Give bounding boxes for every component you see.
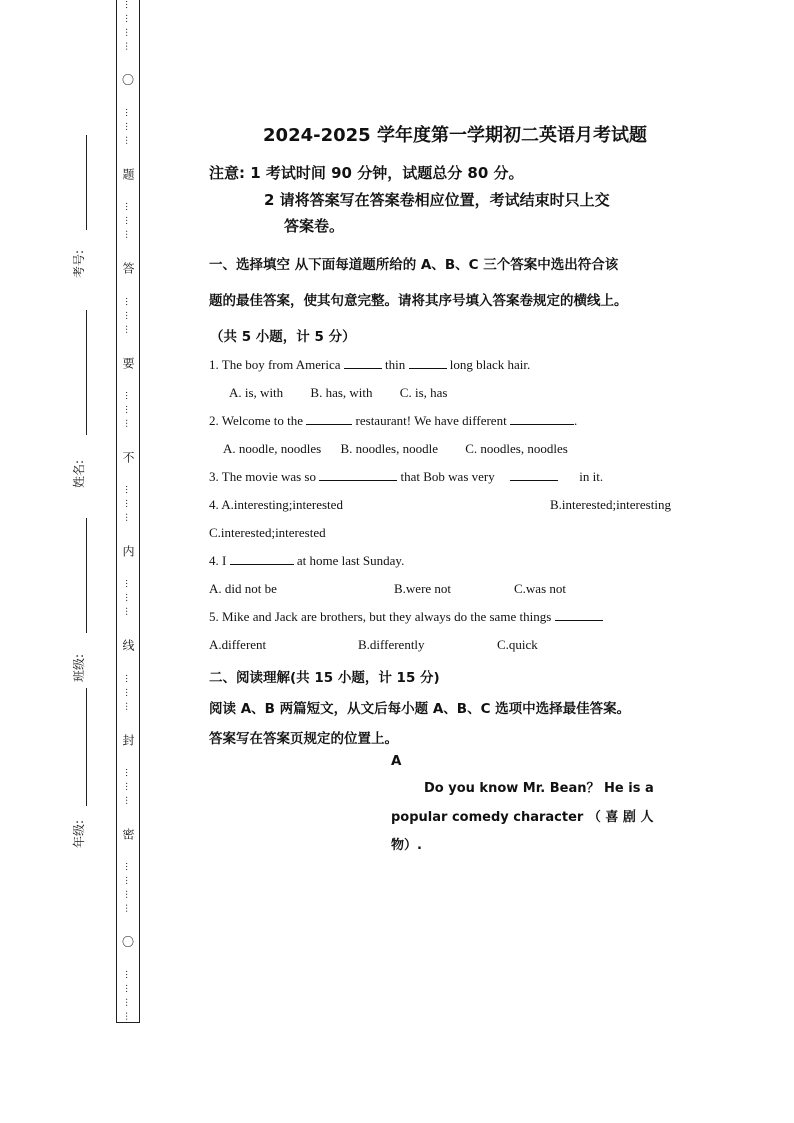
q3-blank-1[interactable] xyxy=(319,469,397,481)
xingming-label: 姓名: xyxy=(72,459,86,488)
q1-blank-1[interactable] xyxy=(344,357,382,369)
passage-a-text-1: Do you know Mr. Bean？ He is a xyxy=(424,781,654,796)
question-2 xyxy=(209,413,577,429)
section1-score: （共 5 小题，计 5 分） xyxy=(210,329,356,345)
q2-option-c[interactable]: C. noodles, noodles xyxy=(465,441,568,456)
q3-option-a[interactable]: 4. A.interesting;interested xyxy=(209,497,343,512)
q3-option-b[interactable]: B.interested;interesting xyxy=(550,497,671,512)
q2-blank-1[interactable] xyxy=(306,413,352,425)
q1-option-c[interactable]: C. is, has xyxy=(399,385,448,400)
question-3 xyxy=(209,469,603,485)
section1-line-3 xyxy=(210,325,356,345)
binding-char-feng: 封 xyxy=(121,733,135,746)
q4-option-b[interactable]: B.were not xyxy=(394,581,452,596)
q3-option-c[interactable]: C.interested;interested xyxy=(209,525,326,540)
kaohao-line-2 xyxy=(86,310,87,435)
q5-text: 5. Mike and Jack are brothers, but they always do the same things xyxy=(209,609,552,624)
circle-mark-bottom: 〇 xyxy=(121,935,134,950)
q3-blank-2[interactable] xyxy=(510,469,558,481)
dot-leader: … … … … xyxy=(123,862,133,914)
dot-leader: … … … xyxy=(123,485,133,523)
section2-heading xyxy=(209,666,440,686)
dot-leader: … … … … xyxy=(123,970,133,1022)
q1-text-a: 1. The boy from America xyxy=(209,357,341,372)
kaohao-label: 考号: xyxy=(72,249,86,278)
q1-option-a[interactable]: A. is, with xyxy=(229,385,284,400)
binding-char-yao: 要 xyxy=(121,356,135,369)
q2-option-a[interactable]: A. noodle, noodles xyxy=(223,441,322,456)
note-1: 1 考试时间 90 分钟，试题总分 80 分。 xyxy=(250,164,524,182)
q3-text-a: 3. The movie was so xyxy=(209,469,316,484)
notes-line-3 xyxy=(284,215,344,236)
section1-line-2 xyxy=(209,289,628,309)
dot-leader: … … … xyxy=(123,579,133,618)
notes-line-1 xyxy=(209,162,524,183)
passage-a-text-2: popular comedy character （ 喜 剧 人 xyxy=(391,810,654,825)
binding-char-nei: 内 xyxy=(121,545,135,558)
kaohao-line xyxy=(86,135,87,230)
page-title-text: 2024-2025 学年度第一学期初二英语月考试题 xyxy=(263,125,647,146)
q5-option-b[interactable]: B.differently xyxy=(358,637,425,652)
q5-options xyxy=(209,637,266,653)
q2-text-c: . xyxy=(573,413,578,428)
binding-char-da: 答 xyxy=(121,262,135,275)
q3-options-row-1b xyxy=(550,497,671,513)
page-title xyxy=(0,121,794,147)
q3-text-b: that Bob was very xyxy=(400,469,495,484)
q2-options xyxy=(223,441,568,457)
section2-instructions-1: 阅读 A、B 两篇短文，从文后每小题 A、B、C 选项中选择最佳答案。 xyxy=(209,701,631,717)
q5-options-b xyxy=(358,637,425,653)
dot-leader: … … … xyxy=(123,767,133,806)
q4-text-a: 4. I xyxy=(209,553,227,568)
q2-text-a: 2. Welcome to the xyxy=(209,413,304,428)
question-5 xyxy=(209,609,603,625)
q3-text-c: in it. xyxy=(579,469,604,484)
q3-options-row-1 xyxy=(209,497,343,513)
q1-blank-2[interactable] xyxy=(409,357,447,369)
binding-margin xyxy=(116,0,140,1023)
q2-blank-2[interactable] xyxy=(510,413,574,425)
question-1 xyxy=(209,357,530,373)
xingming-line xyxy=(86,518,87,633)
q5-options-c xyxy=(497,637,538,653)
dot-leader: … … … … xyxy=(123,0,133,52)
passage-a-line-3 xyxy=(391,834,422,853)
q4-option-c[interactable]: C.was not xyxy=(514,581,566,596)
q1-text-b: thin xyxy=(385,357,406,372)
q4-options-c xyxy=(514,581,566,597)
notes-label: 注意: xyxy=(209,164,245,182)
q1-option-b[interactable]: B. has, with xyxy=(310,385,373,400)
section1-heading: 一、选择填空 从下面每道题所给的 A、B、C 三个答案中选出符合该 xyxy=(209,257,619,273)
notes-line-2 xyxy=(264,189,610,210)
circle-mark-top: 〇 xyxy=(121,72,134,87)
q4-text-b: at home last Sunday. xyxy=(296,553,405,568)
binding-char-mi: 密 xyxy=(121,827,135,840)
nianji-label: 年级: xyxy=(72,819,86,848)
question-4 xyxy=(209,553,404,569)
q4-options-b xyxy=(394,581,451,597)
q5-option-c[interactable]: C.quick xyxy=(497,637,538,652)
passage-a-label xyxy=(391,753,401,769)
dot-leader: … … … xyxy=(123,202,133,241)
q4-option-a[interactable]: A. did not be xyxy=(209,581,277,596)
section2-line-1 xyxy=(209,697,630,717)
banji-line xyxy=(86,688,87,806)
q5-blank[interactable] xyxy=(555,609,603,621)
binding-char-ti: 题 xyxy=(121,168,135,181)
binding-char-xian: 线 xyxy=(121,639,135,652)
note-2a: 2 请将答案写在答案卷相应位置，考试结束时只上交 xyxy=(264,191,610,209)
passage-a-line-1 xyxy=(424,777,654,796)
section2-line-2 xyxy=(209,727,398,747)
section1-instructions: 题的最佳答案，使其句意完整。请将其序号填入答案卷规定的横线上。 xyxy=(209,293,628,309)
dot-leader: … … … xyxy=(123,108,133,146)
note-2b: 答案卷。 xyxy=(284,217,345,235)
q5-option-a[interactable]: A.different xyxy=(209,637,267,652)
banji-label: 班级: xyxy=(72,653,86,682)
q1-options xyxy=(229,385,447,401)
passage-a-text-3: 物）. xyxy=(391,838,422,853)
q2-option-b[interactable]: B. noodles, noodle xyxy=(340,441,438,456)
dot-leader: … … … xyxy=(123,296,133,335)
q4-options xyxy=(209,581,277,597)
section2-heading-text: 二、阅读理解(共 15 小题，计 15 分) xyxy=(209,670,440,686)
dot-leader: … … … xyxy=(123,673,133,712)
q2-text-b: restaurant! We have different xyxy=(355,413,507,428)
passage-a-line-2 xyxy=(391,806,653,825)
q1-text-c: long black hair. xyxy=(449,357,531,372)
section1-line-1 xyxy=(209,253,618,273)
section2-instructions-2: 答案写在答案页规定的位置上。 xyxy=(209,731,398,747)
dot-leader: … … … xyxy=(123,390,133,429)
binding-char-bu: 不 xyxy=(121,450,135,463)
passage-a-label-text: A xyxy=(391,753,402,769)
q3-options-row-2 xyxy=(209,525,326,541)
q4-blank[interactable] xyxy=(230,553,294,565)
